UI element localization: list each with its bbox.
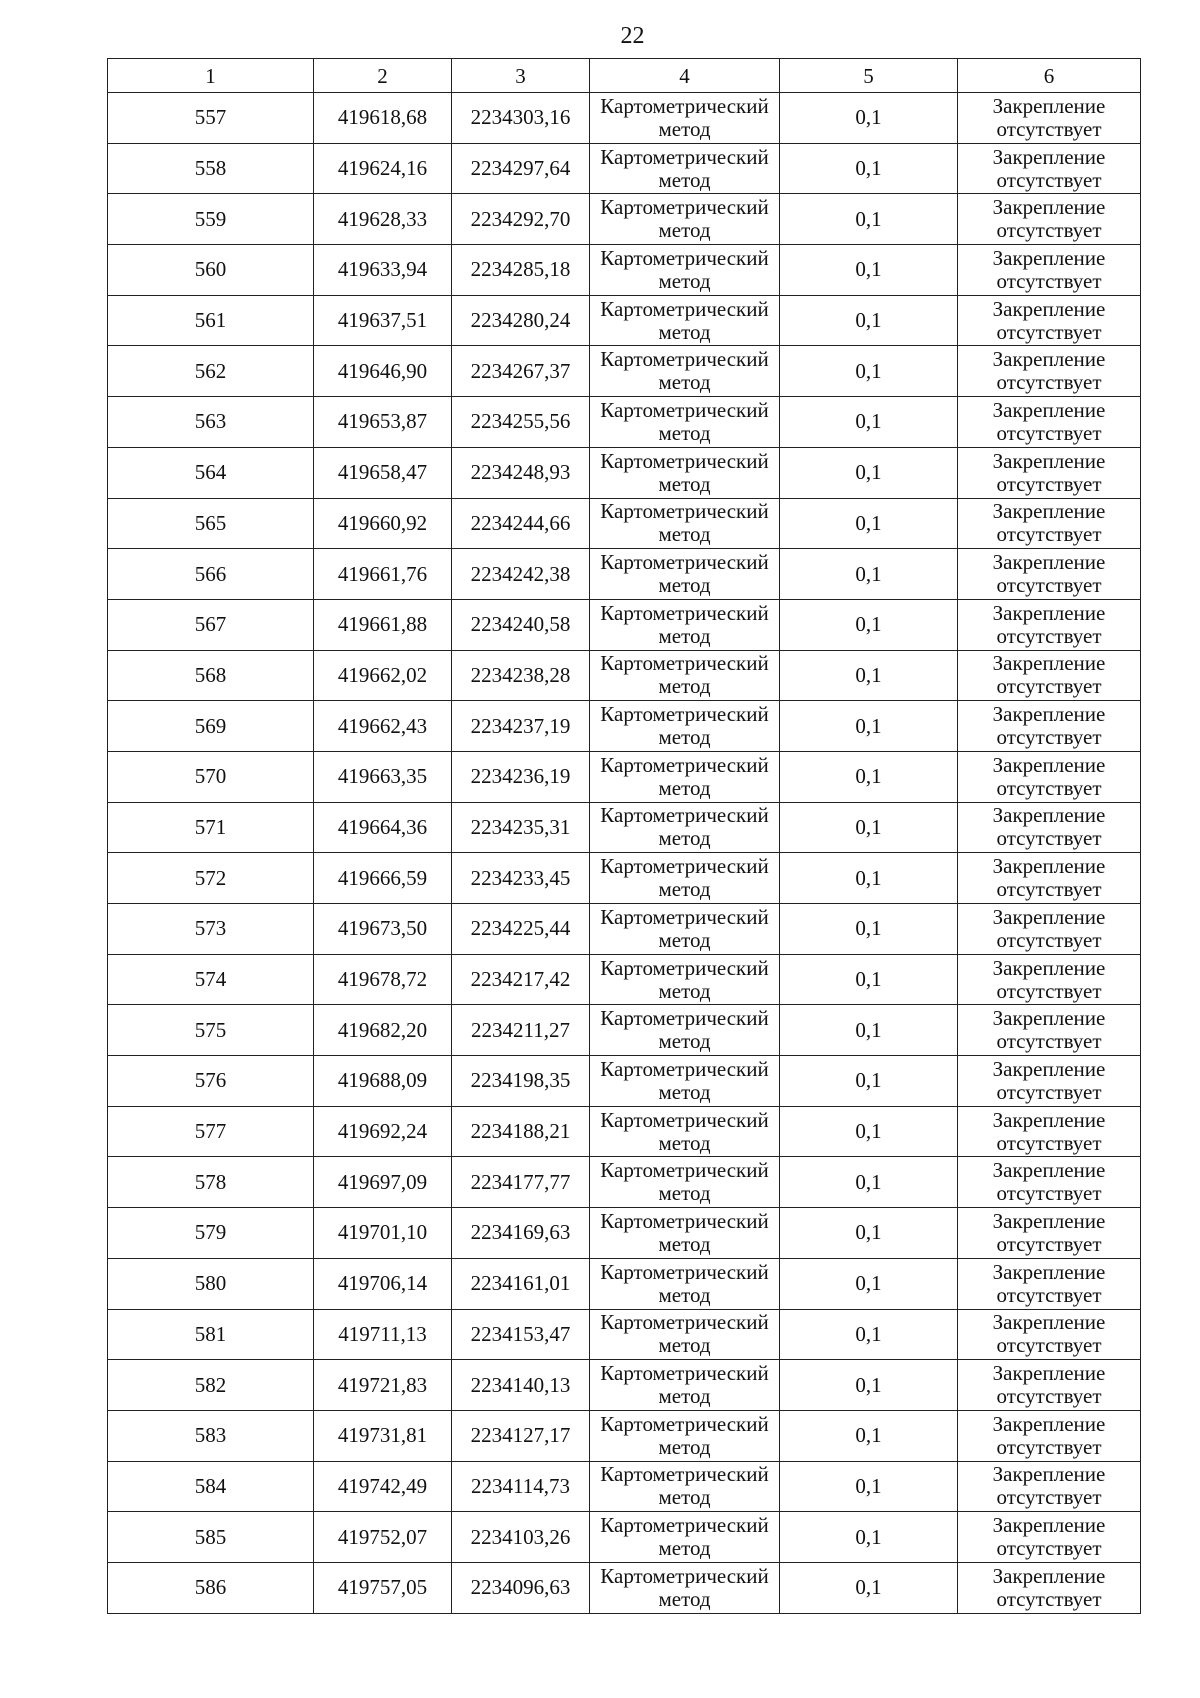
accuracy-cell: 0,1 — [780, 1360, 958, 1411]
x-coordinate-cell: 419646,90 — [314, 346, 452, 397]
method-cell — [590, 1360, 780, 1411]
x-coordinate-cell: 419682,20 — [314, 1005, 452, 1056]
y-coordinate-cell: 2234237,19 — [452, 701, 590, 752]
fixing-description-cell — [958, 853, 1141, 904]
method-text: Картометрический метод — [600, 1006, 769, 1054]
table-row — [108, 1258, 1141, 1309]
method-cell — [590, 1157, 780, 1208]
table-row — [108, 447, 1141, 498]
x-coordinate-cell: 419752,07 — [314, 1512, 452, 1563]
x-coordinate-cell: 419624,16 — [314, 143, 452, 194]
x-coordinate-cell: 419661,88 — [314, 599, 452, 650]
fixing-description-cell — [958, 1512, 1141, 1563]
method-cell — [590, 599, 780, 650]
x-coordinate-cell: 419628,33 — [314, 194, 452, 245]
point-number-cell: 580 — [108, 1258, 314, 1309]
fixing-description-cell — [958, 1410, 1141, 1461]
x-coordinate-cell: 419692,24 — [314, 1106, 452, 1157]
fixing-description-text: Закрепление отсутствует — [992, 144, 1106, 192]
point-number-cell: 565 — [108, 498, 314, 549]
method-text: Картометрический метод — [600, 803, 769, 851]
table-row — [108, 853, 1141, 904]
fixing-description-cell — [958, 1106, 1141, 1157]
y-coordinate-cell: 2234188,21 — [452, 1106, 590, 1157]
accuracy-cell: 0,1 — [780, 346, 958, 397]
y-coordinate-cell: 2234240,58 — [452, 599, 590, 650]
fixing-description-cell — [958, 1005, 1141, 1056]
method-text: Картометрический метод — [600, 1056, 769, 1104]
x-coordinate-cell: 419711,13 — [314, 1309, 452, 1360]
fixing-description-text: Закрепление отсутствует — [992, 1513, 1106, 1561]
table-row — [108, 1512, 1141, 1563]
point-number-cell: 573 — [108, 904, 314, 955]
accuracy-cell: 0,1 — [780, 1461, 958, 1512]
method-cell — [590, 904, 780, 955]
column-header: 6 — [958, 59, 1141, 93]
point-number-cell: 561 — [108, 295, 314, 346]
accuracy-cell: 0,1 — [780, 650, 958, 701]
table-row — [108, 1360, 1141, 1411]
fixing-description-cell — [958, 954, 1141, 1005]
method-cell — [590, 1309, 780, 1360]
method-text: Картометрический метод — [600, 1462, 769, 1510]
x-coordinate-cell: 419662,02 — [314, 650, 452, 701]
x-coordinate-cell: 419664,36 — [314, 802, 452, 853]
accuracy-cell: 0,1 — [780, 954, 958, 1005]
fixing-description-cell — [958, 498, 1141, 549]
method-text: Картометрический метод — [600, 1310, 769, 1358]
accuracy-cell: 0,1 — [780, 245, 958, 296]
accuracy-cell: 0,1 — [780, 143, 958, 194]
table-row — [108, 549, 1141, 600]
table-row — [108, 650, 1141, 701]
table-row — [108, 1309, 1141, 1360]
accuracy-cell: 0,1 — [780, 802, 958, 853]
point-number-cell: 576 — [108, 1056, 314, 1107]
y-coordinate-cell: 2234169,63 — [452, 1208, 590, 1259]
method-cell — [590, 397, 780, 448]
column-header: 3 — [452, 59, 590, 93]
method-text: Картометрический метод — [600, 1513, 769, 1561]
accuracy-cell: 0,1 — [780, 1157, 958, 1208]
x-coordinate-cell: 419731,81 — [314, 1410, 452, 1461]
point-number-cell: 574 — [108, 954, 314, 1005]
x-coordinate-cell: 419697,09 — [314, 1157, 452, 1208]
method-cell — [590, 194, 780, 245]
column-header: 1 — [108, 59, 314, 93]
method-cell — [590, 93, 780, 144]
method-cell — [590, 954, 780, 1005]
fixing-description-text: Закрепление отсутствует — [992, 803, 1106, 851]
method-text: Картометрический метод — [600, 550, 769, 598]
fixing-description-text: Закрепление отсутствует — [992, 195, 1106, 243]
accuracy-cell: 0,1 — [780, 853, 958, 904]
fixing-description-text: Закрепление отсутствует — [992, 854, 1106, 902]
method-text: Картометрический метод — [600, 195, 769, 243]
table-row — [108, 397, 1141, 448]
method-cell — [590, 1106, 780, 1157]
method-text: Картометрический метод — [600, 93, 769, 141]
y-coordinate-cell: 2234285,18 — [452, 245, 590, 296]
fixing-description-text: Закрепление отсутствует — [992, 397, 1106, 445]
method-cell — [590, 1056, 780, 1107]
fixing-description-cell — [958, 397, 1141, 448]
method-text: Картометрический метод — [600, 1158, 769, 1206]
fixing-description-text: Закрепление отсутствует — [992, 1107, 1106, 1155]
fixing-description-cell — [958, 346, 1141, 397]
fixing-description-text: Закрепление отсутствует — [992, 752, 1106, 800]
fixing-description-cell — [958, 143, 1141, 194]
column-header: 4 — [590, 59, 780, 93]
y-coordinate-cell: 2234297,64 — [452, 143, 590, 194]
fixing-description-cell — [958, 904, 1141, 955]
accuracy-cell: 0,1 — [780, 904, 958, 955]
accuracy-cell: 0,1 — [780, 447, 958, 498]
y-coordinate-cell: 2234114,73 — [452, 1461, 590, 1512]
x-coordinate-cell: 419653,87 — [314, 397, 452, 448]
fixing-description-cell — [958, 802, 1141, 853]
x-coordinate-cell: 419660,92 — [314, 498, 452, 549]
fixing-description-cell — [958, 599, 1141, 650]
method-cell — [590, 751, 780, 802]
accuracy-cell: 0,1 — [780, 1562, 958, 1613]
y-coordinate-cell: 2234244,66 — [452, 498, 590, 549]
accuracy-cell: 0,1 — [780, 1258, 958, 1309]
y-coordinate-cell: 2234255,56 — [452, 397, 590, 448]
x-coordinate-cell: 419678,72 — [314, 954, 452, 1005]
y-coordinate-cell: 2234235,31 — [452, 802, 590, 853]
table-row — [108, 751, 1141, 802]
table-row — [108, 802, 1141, 853]
fixing-description-text: Закрепление отсутствует — [992, 93, 1106, 141]
point-number-cell: 569 — [108, 701, 314, 752]
fixing-description-text: Закрепление отсутствует — [992, 600, 1106, 648]
method-cell — [590, 549, 780, 600]
x-coordinate-cell: 419701,10 — [314, 1208, 452, 1259]
method-cell — [590, 447, 780, 498]
fixing-description-text: Закрепление отсутствует — [992, 550, 1106, 598]
x-coordinate-cell: 419633,94 — [314, 245, 452, 296]
fixing-description-cell — [958, 650, 1141, 701]
fixing-description-cell — [958, 245, 1141, 296]
method-text: Картометрический метод — [600, 296, 769, 344]
point-number-cell: 583 — [108, 1410, 314, 1461]
fixing-description-text: Закрепление отсутствует — [992, 904, 1106, 952]
y-coordinate-cell: 2234303,16 — [452, 93, 590, 144]
y-coordinate-cell: 2234140,13 — [452, 1360, 590, 1411]
point-number-cell: 559 — [108, 194, 314, 245]
fixing-description-cell — [958, 1461, 1141, 1512]
method-text: Картометрический метод — [600, 600, 769, 648]
method-text: Картометрический метод — [600, 702, 769, 750]
fixing-description-cell — [958, 1157, 1141, 1208]
y-coordinate-cell: 2234238,28 — [452, 650, 590, 701]
accuracy-cell: 0,1 — [780, 1309, 958, 1360]
point-number-cell: 586 — [108, 1562, 314, 1613]
table-row — [108, 1056, 1141, 1107]
y-coordinate-cell: 2234161,01 — [452, 1258, 590, 1309]
y-coordinate-cell: 2234292,70 — [452, 194, 590, 245]
accuracy-cell: 0,1 — [780, 599, 958, 650]
fixing-description-text: Закрепление отсутствует — [992, 448, 1106, 496]
y-coordinate-cell: 2234153,47 — [452, 1309, 590, 1360]
table-row — [108, 245, 1141, 296]
point-number-cell: 570 — [108, 751, 314, 802]
method-cell — [590, 853, 780, 904]
fixing-description-cell — [958, 1309, 1141, 1360]
method-text: Картометрический метод — [600, 397, 769, 445]
point-number-cell: 558 — [108, 143, 314, 194]
method-cell — [590, 650, 780, 701]
fixing-description-text: Закрепление отсутствует — [992, 1462, 1106, 1510]
fixing-description-text: Закрепление отсутствует — [992, 1158, 1106, 1206]
fixing-description-cell — [958, 1208, 1141, 1259]
y-coordinate-cell: 2234198,35 — [452, 1056, 590, 1107]
fixing-description-text: Закрепление отсутствует — [992, 1208, 1106, 1256]
method-text: Картометрический метод — [600, 904, 769, 952]
fixing-description-text: Закрепление отсутствует — [992, 1006, 1106, 1054]
table-row — [108, 295, 1141, 346]
method-text: Картометрический метод — [600, 144, 769, 192]
fixing-description-text: Закрепление отсутствует — [992, 702, 1106, 750]
x-coordinate-cell: 419721,83 — [314, 1360, 452, 1411]
fixing-description-cell — [958, 701, 1141, 752]
x-coordinate-cell: 419757,05 — [314, 1562, 452, 1613]
accuracy-cell: 0,1 — [780, 397, 958, 448]
point-number-cell: 560 — [108, 245, 314, 296]
method-cell — [590, 701, 780, 752]
table-row — [108, 599, 1141, 650]
point-number-cell: 563 — [108, 397, 314, 448]
accuracy-cell: 0,1 — [780, 498, 958, 549]
fixing-description-cell — [958, 1056, 1141, 1107]
method-text: Картометрический метод — [600, 651, 769, 699]
fixing-description-text: Закрепление отсутствует — [992, 1259, 1106, 1307]
y-coordinate-cell: 2234127,17 — [452, 1410, 590, 1461]
method-text: Картометрический метод — [600, 1259, 769, 1307]
fixing-description-text: Закрепление отсутствует — [992, 347, 1106, 395]
table-row — [108, 498, 1141, 549]
table-row — [108, 1157, 1141, 1208]
point-number-cell: 584 — [108, 1461, 314, 1512]
point-number-cell: 571 — [108, 802, 314, 853]
x-coordinate-cell: 419666,59 — [314, 853, 452, 904]
fixing-description-text: Закрепление отсутствует — [992, 955, 1106, 1003]
method-text: Картометрический метод — [600, 1411, 769, 1459]
x-coordinate-cell: 419663,35 — [314, 751, 452, 802]
point-number-cell: 579 — [108, 1208, 314, 1259]
y-coordinate-cell: 2234217,42 — [452, 954, 590, 1005]
table-row — [108, 1410, 1141, 1461]
method-cell — [590, 1461, 780, 1512]
y-coordinate-cell: 2234211,27 — [452, 1005, 590, 1056]
accuracy-cell: 0,1 — [780, 1410, 958, 1461]
fixing-description-cell — [958, 751, 1141, 802]
y-coordinate-cell: 2234242,38 — [452, 549, 590, 600]
fixing-description-cell — [958, 295, 1141, 346]
fixing-description-cell — [958, 1360, 1141, 1411]
x-coordinate-cell: 419688,09 — [314, 1056, 452, 1107]
fixing-description-cell — [958, 1562, 1141, 1613]
fixing-description-text: Закрепление отсутствует — [992, 1361, 1106, 1409]
table-row — [108, 346, 1141, 397]
x-coordinate-cell: 419742,49 — [314, 1461, 452, 1512]
method-text: Картометрический метод — [600, 1208, 769, 1256]
fixing-description-text: Закрепление отсутствует — [992, 296, 1106, 344]
method-text: Картометрический метод — [600, 1563, 769, 1611]
method-text: Картометрический метод — [600, 347, 769, 395]
method-cell — [590, 802, 780, 853]
fixing-description-text: Закрепление отсутствует — [992, 1411, 1106, 1459]
column-header: 5 — [780, 59, 958, 93]
y-coordinate-cell: 2234177,77 — [452, 1157, 590, 1208]
point-number-cell: 585 — [108, 1512, 314, 1563]
fixing-description-cell — [958, 1258, 1141, 1309]
x-coordinate-cell: 419658,47 — [314, 447, 452, 498]
method-cell — [590, 346, 780, 397]
y-coordinate-cell: 2234280,24 — [452, 295, 590, 346]
point-number-cell: 581 — [108, 1309, 314, 1360]
y-coordinate-cell: 2234236,19 — [452, 751, 590, 802]
method-cell — [590, 245, 780, 296]
column-header: 2 — [314, 59, 452, 93]
accuracy-cell: 0,1 — [780, 1512, 958, 1563]
table-row — [108, 93, 1141, 144]
fixing-description-cell — [958, 447, 1141, 498]
table-row — [108, 194, 1141, 245]
fixing-description-text: Закрепление отсутствует — [992, 245, 1106, 293]
x-coordinate-cell: 419637,51 — [314, 295, 452, 346]
table-body — [108, 59, 1141, 1614]
x-coordinate-cell: 419662,43 — [314, 701, 452, 752]
x-coordinate-cell: 419618,68 — [314, 93, 452, 144]
method-text: Картометрический метод — [600, 955, 769, 1003]
table-row — [108, 954, 1141, 1005]
fixing-description-cell — [958, 194, 1141, 245]
x-coordinate-cell: 419673,50 — [314, 904, 452, 955]
method-cell — [590, 1258, 780, 1309]
point-number-cell: 557 — [108, 93, 314, 144]
accuracy-cell: 0,1 — [780, 549, 958, 600]
fixing-description-text: Закрепление отсутствует — [992, 1056, 1106, 1104]
method-text: Картометрический метод — [600, 1361, 769, 1409]
accuracy-cell: 0,1 — [780, 1056, 958, 1107]
accuracy-cell: 0,1 — [780, 93, 958, 144]
fixing-description-text: Закрепление отсутствует — [992, 651, 1106, 699]
point-number-cell: 575 — [108, 1005, 314, 1056]
fixing-description-text: Закрепление отсутствует — [992, 1310, 1106, 1358]
method-text: Картометрический метод — [600, 448, 769, 496]
accuracy-cell: 0,1 — [780, 701, 958, 752]
method-cell — [590, 498, 780, 549]
accuracy-cell: 0,1 — [780, 1106, 958, 1157]
accuracy-cell: 0,1 — [780, 1208, 958, 1259]
table-row — [108, 701, 1141, 752]
fixing-description-text: Закрепление отсутствует — [992, 1563, 1106, 1611]
method-cell — [590, 1208, 780, 1259]
x-coordinate-cell: 419661,76 — [314, 549, 452, 600]
table-row — [108, 1106, 1141, 1157]
y-coordinate-cell: 2234233,45 — [452, 853, 590, 904]
y-coordinate-cell: 2234248,93 — [452, 447, 590, 498]
point-number-cell: 568 — [108, 650, 314, 701]
point-number-cell: 566 — [108, 549, 314, 600]
page-number: 22 — [620, 23, 645, 49]
y-coordinate-cell: 2234103,26 — [452, 1512, 590, 1563]
point-number-cell: 578 — [108, 1157, 314, 1208]
method-text: Картометрический метод — [600, 499, 769, 547]
method-cell — [590, 1512, 780, 1563]
method-text: Картометрический метод — [600, 1107, 769, 1155]
accuracy-cell: 0,1 — [780, 751, 958, 802]
point-number-cell: 572 — [108, 853, 314, 904]
y-coordinate-cell: 2234096,63 — [452, 1562, 590, 1613]
method-cell — [590, 1005, 780, 1056]
x-coordinate-cell: 419706,14 — [314, 1258, 452, 1309]
fixing-description-cell — [958, 549, 1141, 600]
method-cell — [590, 295, 780, 346]
point-number-cell: 582 — [108, 1360, 314, 1411]
coordinates-table — [107, 58, 1141, 1614]
table-row — [108, 904, 1141, 955]
accuracy-cell: 0,1 — [780, 1005, 958, 1056]
method-text: Картометрический метод — [600, 245, 769, 293]
method-cell — [590, 143, 780, 194]
method-cell — [590, 1562, 780, 1613]
point-number-cell: 564 — [108, 447, 314, 498]
table-row — [108, 1005, 1141, 1056]
table-row — [108, 1208, 1141, 1259]
method-cell — [590, 1410, 780, 1461]
y-coordinate-cell: 2234225,44 — [452, 904, 590, 955]
table-header-row — [108, 59, 1141, 93]
fixing-description-cell — [958, 93, 1141, 144]
method-text: Картометрический метод — [600, 854, 769, 902]
table-row — [108, 1461, 1141, 1512]
point-number-cell: 567 — [108, 599, 314, 650]
point-number-cell: 562 — [108, 346, 314, 397]
fixing-description-text: Закрепление отсутствует — [992, 499, 1106, 547]
accuracy-cell: 0,1 — [780, 295, 958, 346]
accuracy-cell: 0,1 — [780, 194, 958, 245]
table-row — [108, 143, 1141, 194]
point-number-cell: 577 — [108, 1106, 314, 1157]
table-row — [108, 1562, 1141, 1613]
y-coordinate-cell: 2234267,37 — [452, 346, 590, 397]
method-text: Картометрический метод — [600, 752, 769, 800]
